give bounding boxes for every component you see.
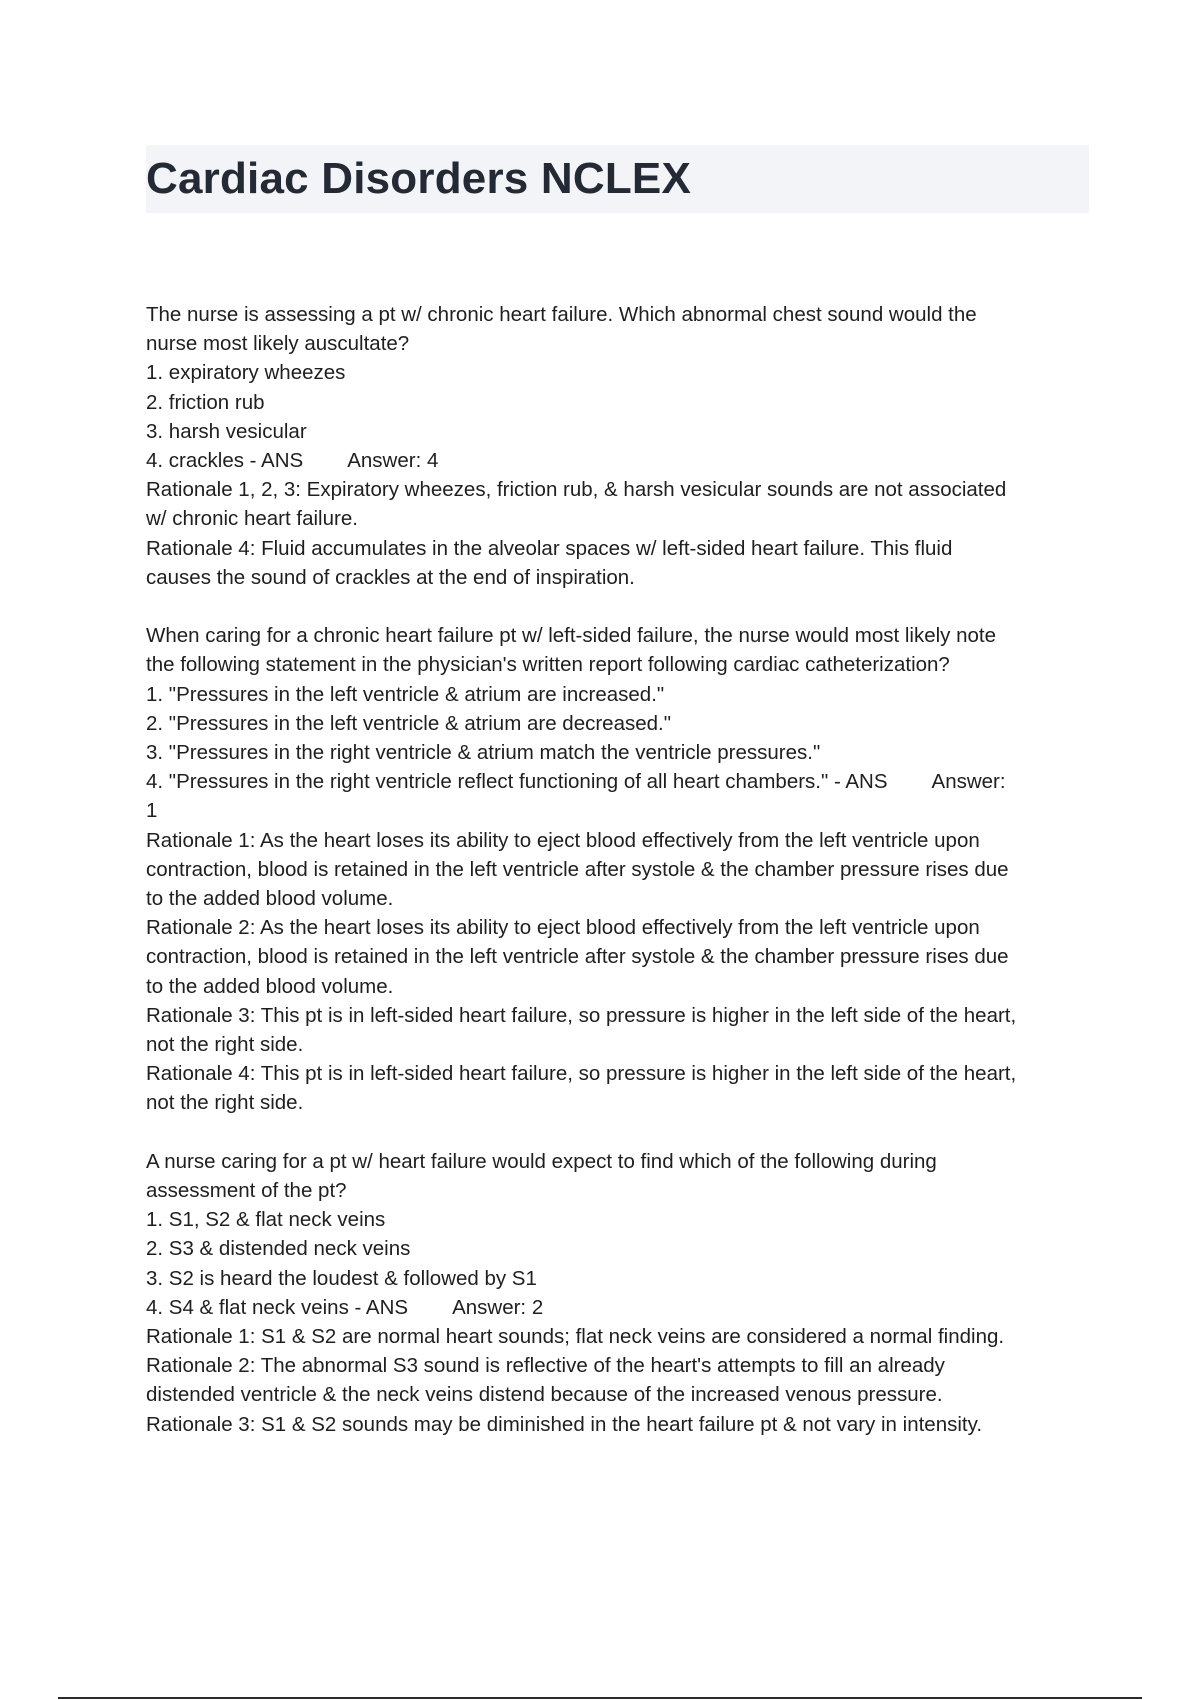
answer-option: 4. S4 & flat neck veins - ANS bbox=[146, 1295, 409, 1319]
rationale-line: w/ chronic heart failure. bbox=[146, 507, 358, 531]
rationale-line: Rationale 3: This pt is in left-sided heart failure, so pressure is higher in the left side of the heart, bbox=[146, 1003, 1017, 1027]
question-stem-line: When caring for a chronic heart failure pt w/ left-sided failure, the nurse would most likely note bbox=[146, 624, 997, 648]
correct-answer: Answer: bbox=[931, 770, 1006, 794]
correct-answer-value: 1 bbox=[146, 799, 158, 823]
rationale-line: Rationale 1: S1 & S2 are normal heart sounds; flat neck veins are considered a normal finding. bbox=[146, 1325, 1005, 1349]
answer-option: 4. "Pressures in the right ventricle reflect functioning of all heart chambers." - ANS bbox=[146, 770, 888, 794]
answer-option: 2. friction rub bbox=[146, 390, 265, 414]
question-stem-line: assessment of the pt? bbox=[146, 1179, 347, 1203]
question-block-2 bbox=[146, 621, 1096, 1117]
question-stem-line: the following statement in the physician's written report following cardiac catheterization? bbox=[146, 653, 950, 677]
rationale-line: distended ventricle & the neck veins distend because of the increased venous pressure. bbox=[146, 1383, 943, 1407]
document-body bbox=[146, 300, 1096, 1468]
answer-option: 1. S1, S2 & flat neck veins bbox=[146, 1208, 386, 1232]
rationale-line: Rationale 1: As the heart loses its ability to eject blood effectively from the left ventricle upon bbox=[146, 828, 980, 852]
answer-option: 3. "Pressures in the right ventricle & atrium match the ventricle pressures." bbox=[146, 741, 821, 765]
rationale-line: not the right side. bbox=[146, 1033, 304, 1057]
rationale-line: Rationale 1, 2, 3: Expiratory wheezes, friction rub, & harsh vesicular sounds are not associated bbox=[146, 478, 1007, 502]
rationale-line: Rationale 3: S1 & S2 sounds may be diminished in the heart failure pt & not vary in intensity. bbox=[146, 1412, 983, 1436]
page-bottom-rule bbox=[58, 1697, 1142, 1699]
rationale-line: causes the sound of crackles at the end of inspiration. bbox=[146, 565, 635, 589]
answer-option: 2. S3 & distended neck veins bbox=[146, 1237, 411, 1261]
rationale-line: Rationale 4: Fluid accumulates in the alveolar spaces w/ left-sided heart failure. This fluid bbox=[146, 536, 953, 560]
question-stem-line: nurse most likely auscultate? bbox=[146, 332, 410, 356]
question-stem-line: A nurse caring for a pt w/ heart failure would expect to find which of the following during bbox=[146, 1149, 937, 1173]
rationale-line: contraction, blood is retained in the left ventricle after systole & the chamber pressure rises due bbox=[146, 857, 1009, 881]
answer-option: 2. "Pressures in the left ventricle & atrium are decreased." bbox=[146, 711, 672, 735]
rationale-line: Rationale 4: This pt is in left-sided heart failure, so pressure is higher in the left side of the heart, bbox=[146, 1062, 1017, 1086]
final-option-line bbox=[146, 767, 1096, 796]
rationale-line: Rationale 2: As the heart loses its ability to eject blood effectively from the left ventricle upon bbox=[146, 916, 980, 940]
question-block-3 bbox=[146, 1147, 1096, 1439]
rationale-line: to the added blood volume. bbox=[146, 887, 394, 911]
rationale-line: Rationale 2: The abnormal S3 sound is reflective of the heart's attempts to fill an already bbox=[146, 1354, 945, 1378]
rationale-line: to the added blood volume. bbox=[146, 974, 394, 998]
question-stem-line: The nurse is assessing a pt w/ chronic heart failure. Which abnormal chest sound would the bbox=[146, 303, 977, 326]
final-option-line bbox=[146, 1293, 1096, 1322]
rationale-line: not the right side. bbox=[146, 1091, 304, 1115]
answer-option: 1. expiratory wheezes bbox=[146, 361, 346, 385]
question-block-1 bbox=[146, 300, 1096, 592]
answer-option: 1. "Pressures in the left ventricle & atrium are increased." bbox=[146, 682, 665, 706]
correct-answer: Answer: 4 bbox=[347, 449, 439, 473]
answer-option: 3. harsh vesicular bbox=[146, 419, 307, 443]
final-option-line bbox=[146, 446, 1096, 475]
answer-option: 3. S2 is heard the loudest & followed by S1 bbox=[146, 1266, 537, 1290]
correct-answer: Answer: 2 bbox=[452, 1295, 544, 1319]
document-title: Cardiac Disorders NCLEX bbox=[146, 154, 691, 203]
rationale-line: contraction, blood is retained in the left ventricle after systole & the chamber pressure rises due bbox=[146, 945, 1009, 969]
answer-option: 4. crackles - ANS bbox=[146, 449, 304, 473]
